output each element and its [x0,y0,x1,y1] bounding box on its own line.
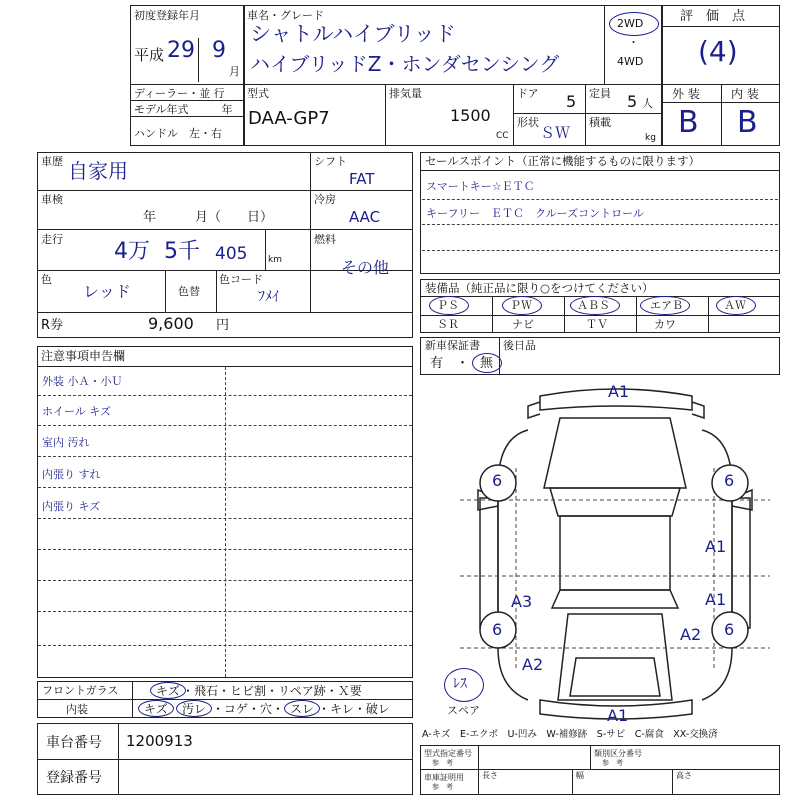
inspect-label: 車検 [41,193,63,206]
score-value: (4) [698,35,738,68]
wheel-rear-right: 6 [724,620,735,639]
int-scratch: キズ [144,702,168,716]
equip-pw: ＰＷ [510,299,532,312]
car-name: シャトルハイブリッド [250,22,456,46]
equip-ps: ＰＳ [437,299,459,312]
front-glass-label: フロントガラス [42,684,119,697]
cc-unit: CC [496,131,509,141]
shape: ＳＷ [540,124,571,142]
note-item-5: 内張り キズ [42,500,101,513]
wheel-rear-left: 6 [492,620,503,639]
front-others: ・飛石・ヒビ割・リペア跡・Ｘ要 [182,684,362,698]
km-unit: km [268,255,282,265]
warranty-value: 有 ・ [430,356,470,371]
displacement: 1500 [450,106,491,125]
mileage-rest: 405 [215,244,248,264]
fuel-label: 燃料 [314,233,336,246]
spare-less: ﾚｽ [453,676,467,692]
fuel: その他 [341,258,390,277]
ac-label: 冷房 [314,193,336,206]
int-mid: ・コゲ・穴・ [212,702,285,716]
mileage-sen: 5千 [164,239,200,264]
interior-glass-label: 内装 [66,703,88,716]
model-year-label: モデル年式 年 [134,103,233,116]
capacity-label: 定員 [589,87,611,100]
spec-class-ref: 参 考 [602,759,623,767]
shift-label: シフト [314,155,347,168]
notes-label: 注意事項申告欄 [41,349,126,363]
int-end: ・キレ・破レ [318,702,390,716]
front-scratch: キズ [156,684,180,698]
chassis-label: 車台番号 [46,735,102,751]
ac: AAC [349,208,381,226]
damage-left-rear: A3 [511,592,533,611]
equip-leather: カワ [654,318,676,331]
name-label: 車名・グレード [247,9,324,22]
equip-navi: ナビ [512,318,534,331]
recycle-label: R券 [41,318,64,333]
car-grade: ハイブリッドZ・ホンダセンシング [250,52,560,76]
disp-label: 排気量 [389,87,422,100]
spec-garage-ref: 参 考 [432,783,453,791]
history-label: 車歴 [41,155,63,168]
mileage-man: 4万 [114,239,150,264]
sales-line-2: キーフリー ＥＴＣ クルーズコントロール [426,207,644,220]
note-item-2: ホイール キズ [42,405,112,418]
damage-right-door: A1 [705,537,727,556]
type-label: 型式 [247,87,269,100]
kg-unit: kg [645,133,656,143]
equip-aw: ＡＷ [724,299,746,312]
damage-rear: A1 [607,706,629,725]
wheel-front-left: 6 [492,471,503,490]
equip-airbag: エアＢ [650,299,683,312]
handle-label: ハンドル 左・右 [134,127,222,140]
chassis-value: 1200913 [126,732,193,750]
reg-year: 29 [167,38,195,63]
spec-height: 高さ [676,771,692,780]
spec-type-ref: 参 考 [432,759,453,767]
wheel-front-right: 6 [724,471,735,490]
interior-grade: B [737,105,758,140]
equip-tv: ＴＶ [586,318,608,331]
doors: 5 [566,92,577,111]
equipment-label: 装備品（純正品に限り○をつけてください） [425,281,654,295]
note-item-3: 室内 汚れ [42,436,90,449]
color-code-label: 色コード [219,273,263,286]
spec-garage-label: 車庫証明用 [424,773,464,782]
capacity: 5 [627,92,638,111]
interior-label: 内 装 [731,87,759,101]
damage-front: A1 [608,382,630,401]
damage-left-quarter: A2 [522,655,544,674]
warranty-none: 無 [480,356,494,371]
spare-label: スペア [447,704,480,717]
note-item-1: 外装 小Ａ・小Ｕ [42,375,123,388]
history: 自家用 [68,159,128,183]
mileage-label: 走行 [41,233,63,246]
reg-month: 9 [212,38,226,63]
drive-2wd: 2WD [617,17,644,30]
later-label: 後日品 [503,339,536,352]
spec-type-label: 型式指定番号 [424,749,472,758]
note-item-4: 内張り すれ [42,468,101,481]
equip-sr: ＳＲ [437,318,459,331]
spec-width: 幅 [576,771,584,780]
drive-4wd: 4WD [617,55,644,68]
damage-right-rear: A1 [705,590,727,609]
reg-label: 初度登録年月 [134,9,200,22]
equip-abs: ＡＢＳ [577,299,610,312]
damage-legend: A-キズ E-エクボ U-凹み W-補修跡 S-サビ C-腐食 XX-交換済 [422,729,718,740]
exterior-label: 外 装 [672,87,700,101]
int-stain: 汚レ [182,702,207,716]
registration-label: 登録番号 [46,770,102,786]
load-label: 積載 [589,116,611,129]
color: レッド [83,282,131,301]
exterior-grade: B [678,105,699,140]
int-rub: スレ [290,702,315,716]
sales-line-1: スマートキー☆ＥＴＣ [426,180,535,193]
dealer-label: ディーラー・並 行 [134,87,225,100]
yen-unit: 円 [216,318,230,333]
model-code: DAA-GP7 [248,108,330,129]
color-change-label: 色替 [178,285,200,298]
inspect-value: 年 月（ 日） [143,210,274,225]
recycle-value: 9,600 [148,314,194,333]
sales-label: セールスポイント（正常に機能するものに限ります） [425,154,700,168]
spec-length: 長さ [482,771,498,780]
drive-dot: ・ [628,36,639,49]
era: 平成 [134,46,165,64]
color-code: ﾌﾒｲ [258,289,279,305]
month-unit: 月 [229,65,240,78]
shift: FAT [349,170,375,188]
color-label: 色 [41,273,52,286]
spec-class-label: 類別区分番号 [594,749,642,758]
damage-right-quarter: A2 [680,625,702,644]
door-label: ドア [517,87,539,100]
score-label: 評 価 点 [680,9,746,24]
shape-label: 形状 [517,116,539,129]
warranty-label: 新車保証書 [425,339,480,352]
person-unit: 人 [642,97,653,110]
